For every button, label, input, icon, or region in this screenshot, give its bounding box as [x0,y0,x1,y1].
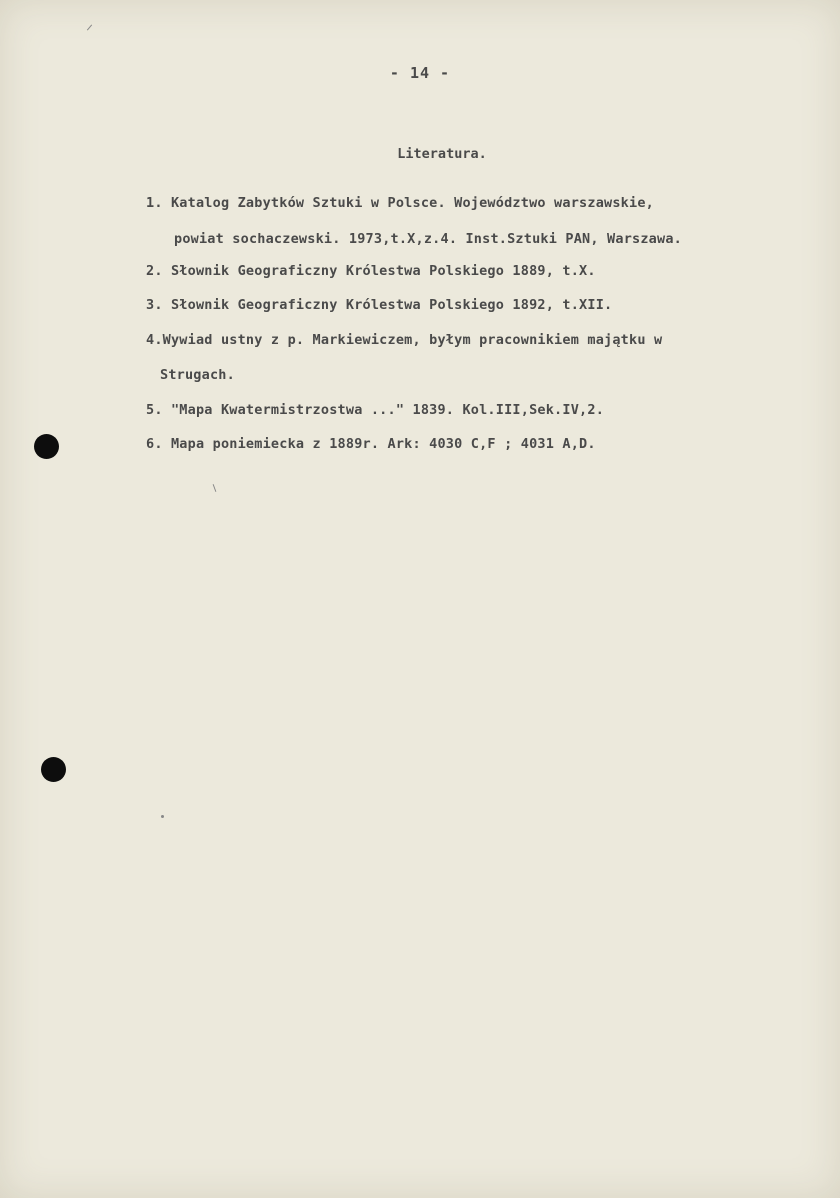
reference-item-2: 2. Słownik Geograficzny Królestwa Polskiego 1889, t.X. [146,263,596,279]
reference-item-5: 5. "Mapa Kwatermistrzostwa ..." 1839. Kol.III,Sek.IV,2. [146,402,605,418]
reference-item-1: 1. Katalog Zabytków Sztuki w Polsce. Województwo warszawskie, [146,195,654,211]
reference-item-3: 3. Słownik Geograficzny Królestwa Polskiego 1892, t.XII. [146,297,613,313]
reference-item-1-continuation: powiat sochaczewski. 1973,t.X,z.4. Inst.Sztuki PAN, Warszawa. [174,231,682,247]
reference-item-4-continuation: Strugach. [160,367,235,383]
literature-heading: Literatura. [397,146,487,162]
punch-hole-top [34,434,59,459]
reference-item-4: 4.Wywiad ustny z p. Markiewiczem, byłym pracownikiem majątku w [146,332,663,348]
page-number: - 14 - [389,64,451,82]
reference-item-6: 6. Mapa poniemiecka z 1889r. Ark: 4030 C,F ; 4031 A,D. [146,436,596,452]
paper-speck [87,24,92,30]
punch-hole-bottom [41,757,66,782]
paper-speck [213,484,217,492]
paper-speck [161,815,164,818]
